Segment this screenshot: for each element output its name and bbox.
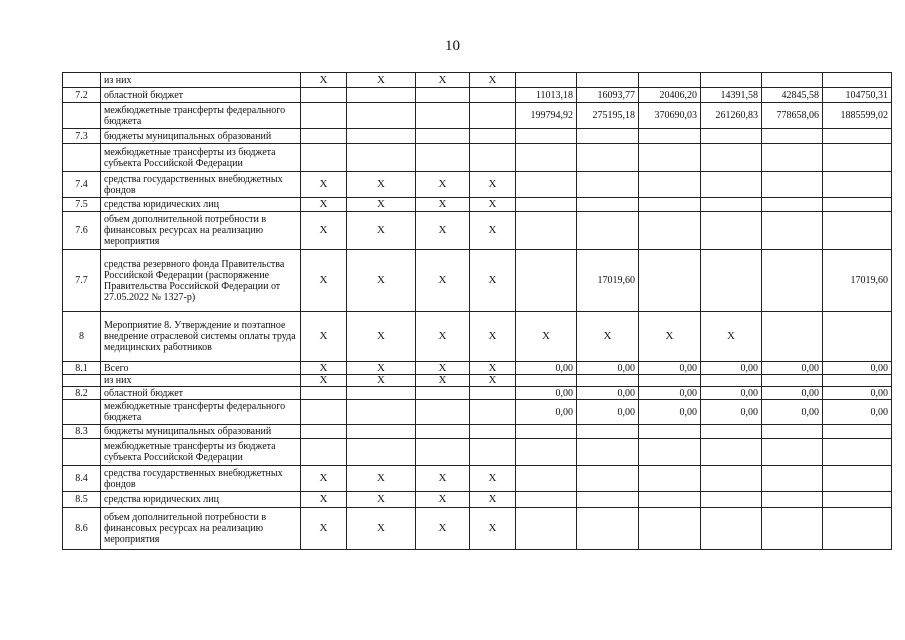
value-cell <box>701 439 762 466</box>
marker-cell <box>416 439 470 466</box>
value-cell <box>516 375 577 387</box>
value-cell <box>577 466 639 492</box>
row-name-cell: из них <box>101 375 301 387</box>
table-row <box>63 400 892 425</box>
value-cell <box>762 198 823 212</box>
budget-table <box>62 72 892 550</box>
row-name-cell: объем дополнительной потребности в финансовых ресурсах на реализацию мероприятия <box>101 508 301 550</box>
value-cell <box>639 129 701 144</box>
marker-cell: Х <box>301 212 347 250</box>
value-cell: 1885599,02 <box>823 103 892 129</box>
row-number-cell <box>63 400 101 425</box>
marker-cell <box>301 387 347 400</box>
marker-cell: Х <box>470 312 516 362</box>
marker-cell: Х <box>416 73 470 88</box>
value-cell <box>577 198 639 212</box>
value-cell <box>701 466 762 492</box>
row-number-cell: 7.5 <box>63 198 101 212</box>
marker-cell <box>301 400 347 425</box>
value-cell <box>516 212 577 250</box>
marker-cell: Х <box>470 73 516 88</box>
marker-cell <box>470 129 516 144</box>
marker-cell <box>470 425 516 439</box>
value-cell <box>701 73 762 88</box>
value-cell <box>762 172 823 198</box>
row-name-cell: Всего <box>101 362 301 375</box>
marker-cell <box>416 144 470 172</box>
marker-cell: Х <box>470 250 516 312</box>
value-cell: 11013,18 <box>516 88 577 103</box>
value-cell: 17019,60 <box>577 250 639 312</box>
row-name-cell: бюджеты муниципальных образований <box>101 425 301 439</box>
marker-cell: Х <box>301 466 347 492</box>
value-cell <box>762 439 823 466</box>
marker-cell: Х <box>347 212 416 250</box>
value-cell <box>516 250 577 312</box>
value-cell <box>701 144 762 172</box>
marker-cell: Х <box>301 508 347 550</box>
marker-cell <box>470 400 516 425</box>
value-cell <box>823 439 892 466</box>
value-cell <box>762 212 823 250</box>
value-cell <box>823 375 892 387</box>
value-cell: 104750,31 <box>823 88 892 103</box>
value-cell <box>516 425 577 439</box>
value-cell <box>516 492 577 508</box>
marker-cell <box>347 400 416 425</box>
marker-cell: Х <box>470 508 516 550</box>
marker-cell: Х <box>470 375 516 387</box>
marker-cell <box>347 387 416 400</box>
value-cell <box>762 129 823 144</box>
value-cell <box>762 425 823 439</box>
marker-cell: Х <box>416 212 470 250</box>
row-number-cell: 8.6 <box>63 508 101 550</box>
marker-cell: Х <box>470 362 516 375</box>
value-cell: 20406,20 <box>639 88 701 103</box>
value-cell <box>639 212 701 250</box>
row-number-cell: 7.6 <box>63 212 101 250</box>
value-cell: 0,00 <box>577 387 639 400</box>
value-cell <box>577 144 639 172</box>
row-number-cell: 8.3 <box>63 425 101 439</box>
table-row <box>63 129 892 144</box>
row-name-cell: объем дополнительной потребности в финансовых ресурсах на реализацию мероприятия <box>101 212 301 250</box>
value-cell <box>577 508 639 550</box>
marker-cell <box>416 129 470 144</box>
value-cell: 0,00 <box>823 387 892 400</box>
value-cell <box>701 198 762 212</box>
value-cell: 16093,77 <box>577 88 639 103</box>
marker-cell: Х <box>470 198 516 212</box>
value-cell: 0,00 <box>516 387 577 400</box>
value-cell <box>701 172 762 198</box>
row-number-cell: 8.4 <box>63 466 101 492</box>
value-cell <box>701 508 762 550</box>
marker-cell: Х <box>416 312 470 362</box>
value-cell: 0,00 <box>639 400 701 425</box>
value-cell: 199794,92 <box>516 103 577 129</box>
marker-cell: Х <box>301 362 347 375</box>
value-cell <box>577 212 639 250</box>
value-cell: 0,00 <box>639 362 701 375</box>
value-cell <box>823 198 892 212</box>
marker-cell: Х <box>470 492 516 508</box>
marker-cell: Х <box>470 172 516 198</box>
value-cell <box>639 508 701 550</box>
value-cell: Х <box>516 312 577 362</box>
marker-cell: Х <box>347 375 416 387</box>
marker-cell: Х <box>347 508 416 550</box>
row-name-cell: средства юридических лиц <box>101 492 301 508</box>
marker-cell <box>470 439 516 466</box>
row-name-cell: межбюджетные трансферты федерального бюджета <box>101 103 301 129</box>
value-cell <box>577 375 639 387</box>
value-cell: 0,00 <box>701 387 762 400</box>
table-row <box>63 508 892 550</box>
value-cell: Х <box>701 312 762 362</box>
marker-cell <box>470 88 516 103</box>
value-cell: 0,00 <box>823 400 892 425</box>
row-number-cell: 7.3 <box>63 129 101 144</box>
marker-cell <box>416 88 470 103</box>
value-cell: 0,00 <box>577 400 639 425</box>
table-row <box>63 103 892 129</box>
value-cell <box>639 466 701 492</box>
value-cell <box>516 172 577 198</box>
row-number-cell <box>63 375 101 387</box>
value-cell <box>823 212 892 250</box>
marker-cell: Х <box>301 250 347 312</box>
value-cell <box>823 144 892 172</box>
value-cell: 0,00 <box>516 362 577 375</box>
page-number: 10 <box>445 38 460 54</box>
value-cell <box>823 73 892 88</box>
marker-cell: Х <box>416 198 470 212</box>
marker-cell: Х <box>416 362 470 375</box>
marker-cell: Х <box>470 212 516 250</box>
value-cell <box>577 73 639 88</box>
marker-cell: Х <box>347 362 416 375</box>
marker-cell <box>416 425 470 439</box>
marker-cell <box>347 439 416 466</box>
value-cell <box>516 466 577 492</box>
value-cell <box>701 212 762 250</box>
row-name-cell: средства государственных внебюджетных фондов <box>101 466 301 492</box>
value-cell <box>639 439 701 466</box>
row-number-cell <box>63 103 101 129</box>
row-name-cell: областной бюджет <box>101 88 301 103</box>
value-cell: 0,00 <box>701 400 762 425</box>
table-row <box>63 425 892 439</box>
value-cell <box>701 250 762 312</box>
table-row <box>63 387 892 400</box>
marker-cell <box>416 400 470 425</box>
value-cell <box>639 198 701 212</box>
marker-cell <box>416 387 470 400</box>
table-row <box>63 439 892 466</box>
marker-cell <box>347 144 416 172</box>
marker-cell: Х <box>416 250 470 312</box>
marker-cell <box>347 129 416 144</box>
row-number-cell: 7.7 <box>63 250 101 312</box>
value-cell <box>516 73 577 88</box>
marker-cell <box>470 144 516 172</box>
row-number-cell <box>63 144 101 172</box>
marker-cell <box>301 144 347 172</box>
value-cell <box>516 198 577 212</box>
row-number-cell: 8.1 <box>63 362 101 375</box>
row-name-cell: бюджеты муниципальных образований <box>101 129 301 144</box>
row-name-cell: межбюджетные трансферты из бюджета субъекта Российской Федерации <box>101 144 301 172</box>
value-cell: 778658,06 <box>762 103 823 129</box>
value-cell: 0,00 <box>762 362 823 375</box>
marker-cell: Х <box>416 508 470 550</box>
value-cell <box>762 312 823 362</box>
row-number-cell: 8.2 <box>63 387 101 400</box>
row-number-cell: 8.5 <box>63 492 101 508</box>
value-cell <box>639 425 701 439</box>
value-cell: 261260,83 <box>701 103 762 129</box>
value-cell <box>762 492 823 508</box>
row-name-cell: из них <box>101 73 301 88</box>
table-row <box>63 73 892 88</box>
table-row <box>63 144 892 172</box>
marker-cell: Х <box>347 466 416 492</box>
value-cell: 0,00 <box>762 400 823 425</box>
marker-cell: Х <box>301 492 347 508</box>
marker-cell <box>301 88 347 103</box>
marker-cell: Х <box>301 312 347 362</box>
table-row <box>63 212 892 250</box>
value-cell <box>823 129 892 144</box>
value-cell: Х <box>639 312 701 362</box>
value-cell: 370690,03 <box>639 103 701 129</box>
value-cell <box>639 492 701 508</box>
row-name-cell: межбюджетные трансферты из бюджета субъекта Российской Федерации <box>101 439 301 466</box>
row-number-cell <box>63 73 101 88</box>
value-cell <box>516 439 577 466</box>
value-cell <box>823 312 892 362</box>
value-cell <box>762 144 823 172</box>
value-cell <box>639 73 701 88</box>
row-number-cell: 7.2 <box>63 88 101 103</box>
value-cell: 0,00 <box>639 387 701 400</box>
row-name-cell: средства государственных внебюджетных фондов <box>101 172 301 198</box>
marker-cell: Х <box>347 250 416 312</box>
value-cell <box>823 508 892 550</box>
table-row <box>63 375 892 387</box>
marker-cell <box>347 103 416 129</box>
marker-cell: Х <box>416 375 470 387</box>
marker-cell: Х <box>470 466 516 492</box>
marker-cell: Х <box>347 172 416 198</box>
row-name-cell: средства резервного фонда Правительства Российской Федерации (распоряжение Правительства Российской Федерации от 27.05.2022 № 1327-р) <box>101 250 301 312</box>
marker-cell <box>301 439 347 466</box>
row-name-cell: областной бюджет <box>101 387 301 400</box>
value-cell <box>577 425 639 439</box>
value-cell <box>762 250 823 312</box>
marker-cell <box>301 425 347 439</box>
value-cell <box>639 250 701 312</box>
table-row <box>63 198 892 212</box>
row-name-cell: Мероприятие 8. Утверждение и поэтапное внедрение отраслевой системы оплаты труда медицинских работников <box>101 312 301 362</box>
marker-cell <box>347 88 416 103</box>
value-cell <box>762 508 823 550</box>
marker-cell: Х <box>416 172 470 198</box>
table-row <box>63 88 892 103</box>
row-number-cell <box>63 439 101 466</box>
row-number-cell: 8 <box>63 312 101 362</box>
value-cell <box>577 172 639 198</box>
value-cell <box>516 508 577 550</box>
value-cell: 14391,58 <box>701 88 762 103</box>
table-body <box>63 73 892 550</box>
marker-cell <box>470 387 516 400</box>
value-cell <box>701 375 762 387</box>
value-cell <box>639 172 701 198</box>
value-cell: 42845,58 <box>762 88 823 103</box>
table-row <box>63 172 892 198</box>
marker-cell: Х <box>301 172 347 198</box>
marker-cell <box>470 103 516 129</box>
value-cell <box>516 129 577 144</box>
value-cell: 275195,18 <box>577 103 639 129</box>
value-cell <box>762 466 823 492</box>
value-cell <box>639 144 701 172</box>
value-cell <box>823 425 892 439</box>
marker-cell: Х <box>347 492 416 508</box>
marker-cell: Х <box>301 73 347 88</box>
value-cell: Х <box>577 312 639 362</box>
value-cell <box>516 144 577 172</box>
value-cell: 0,00 <box>823 362 892 375</box>
table-row <box>63 312 892 362</box>
value-cell <box>639 375 701 387</box>
marker-cell: Х <box>301 198 347 212</box>
marker-cell <box>301 129 347 144</box>
value-cell <box>762 73 823 88</box>
value-cell <box>701 425 762 439</box>
value-cell <box>577 129 639 144</box>
marker-cell: Х <box>347 73 416 88</box>
value-cell <box>823 172 892 198</box>
value-cell <box>762 375 823 387</box>
value-cell: 17019,60 <box>823 250 892 312</box>
row-name-cell: межбюджетные трансферты федерального бюджета <box>101 400 301 425</box>
row-name-cell: средства юридических лиц <box>101 198 301 212</box>
marker-cell: Х <box>347 198 416 212</box>
value-cell <box>577 439 639 466</box>
table-row <box>63 362 892 375</box>
value-cell: 0,00 <box>577 362 639 375</box>
table-row <box>63 466 892 492</box>
marker-cell: Х <box>416 492 470 508</box>
marker-cell <box>301 103 347 129</box>
value-cell: 0,00 <box>516 400 577 425</box>
marker-cell: Х <box>301 375 347 387</box>
marker-cell: Х <box>347 312 416 362</box>
value-cell <box>823 466 892 492</box>
marker-cell <box>416 103 470 129</box>
table-row <box>63 492 892 508</box>
value-cell: 0,00 <box>701 362 762 375</box>
value-cell <box>577 492 639 508</box>
value-cell <box>701 129 762 144</box>
value-cell <box>823 492 892 508</box>
marker-cell: Х <box>416 466 470 492</box>
row-number-cell: 7.4 <box>63 172 101 198</box>
value-cell: 0,00 <box>762 387 823 400</box>
table-row <box>63 250 892 312</box>
value-cell <box>701 492 762 508</box>
marker-cell <box>347 425 416 439</box>
